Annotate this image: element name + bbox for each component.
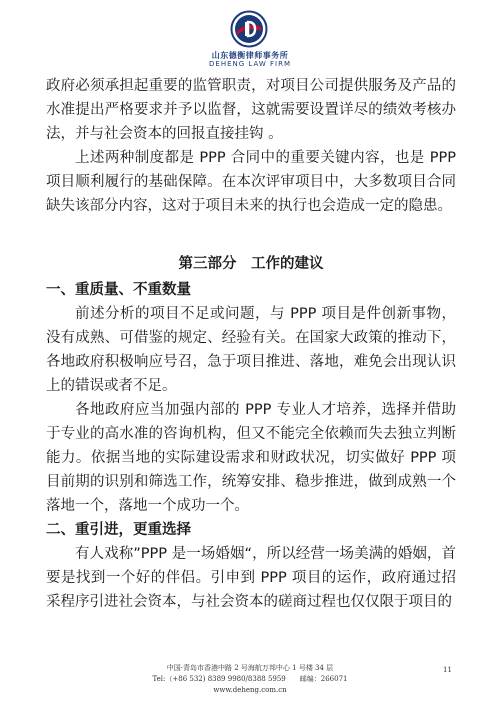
firm-name-en: DEHENG LAW FIRM	[209, 60, 291, 68]
footer-contact: Tel:（+86 532) 8389 9980/8388 5959 邮编：266071	[152, 675, 348, 683]
footer-address: 中国·青岛市香港中路 2 号海航万邦中心 1 号楼 34 层	[166, 664, 334, 672]
paragraph-2: 上述两种制度都是 PPP 合同中的重要关键内容，也是 PPP 项目顺利履行的基础保障。在本次评审项目中，大多数项目合同缺失该部分内容，这对于项目未来的执行也会造成一定的隐患。	[46, 150, 456, 214]
paragraph-3: 前述分析的项目不足或问题，与 PPP 项目是件创新事物，没有成熟、可借鉴的规定、经验有关。在国家大政策的推动下，各地政府积极响应号召，急于项目推进、落地，难免会出现认识上的错误或者不足。	[46, 306, 456, 394]
section-title: 第三部分 工作的建议	[178, 256, 324, 272]
subsection-title-1: 一、重质量、不重数量	[46, 282, 191, 298]
document-body	[46, 74, 456, 614]
paragraph-5: 有人戏称”PPP 是一场婚姻“，所以经营一场美满的婚姻，首要是找到一个好的伴侣。引申到 PPP 项目的运作，政府通过招采程序引进社会资本，与社会资本的磋商过程也仅仅限于项目的	[46, 546, 456, 610]
page-header	[0, 0, 500, 70]
firm-logo-icon	[230, 10, 268, 48]
firm-name-cn: 山东德衡律师事务所	[211, 51, 289, 60]
subsection-title-2: 二、重引进，更重选择	[46, 522, 191, 538]
page-footer	[0, 663, 500, 696]
footer-website: www.deheng.com.cn	[213, 686, 287, 694]
paragraph-1: 政府必须承担起重要的监管职责，对项目公司提供服务及产品的水准提出严格要求并予以监督，这就需要设置详尽的绩效考核办法，并与社会资本的回报直接挂钩 。	[46, 78, 456, 142]
paragraph-4: 各地政府应当加强内部的 PPP 专业人才培养，选择并借助于专业的高水准的咨询机构，但又不能完全依赖而失去独立判断能力。依据当地的实际建设需求和财政状况，切实做好 PPP 项目前期的识别和筛选工作，统筹安排、稳步推进，做到成熟一个落地一个，落地一个成功一个。	[46, 402, 456, 514]
page-number: 11	[443, 666, 452, 674]
